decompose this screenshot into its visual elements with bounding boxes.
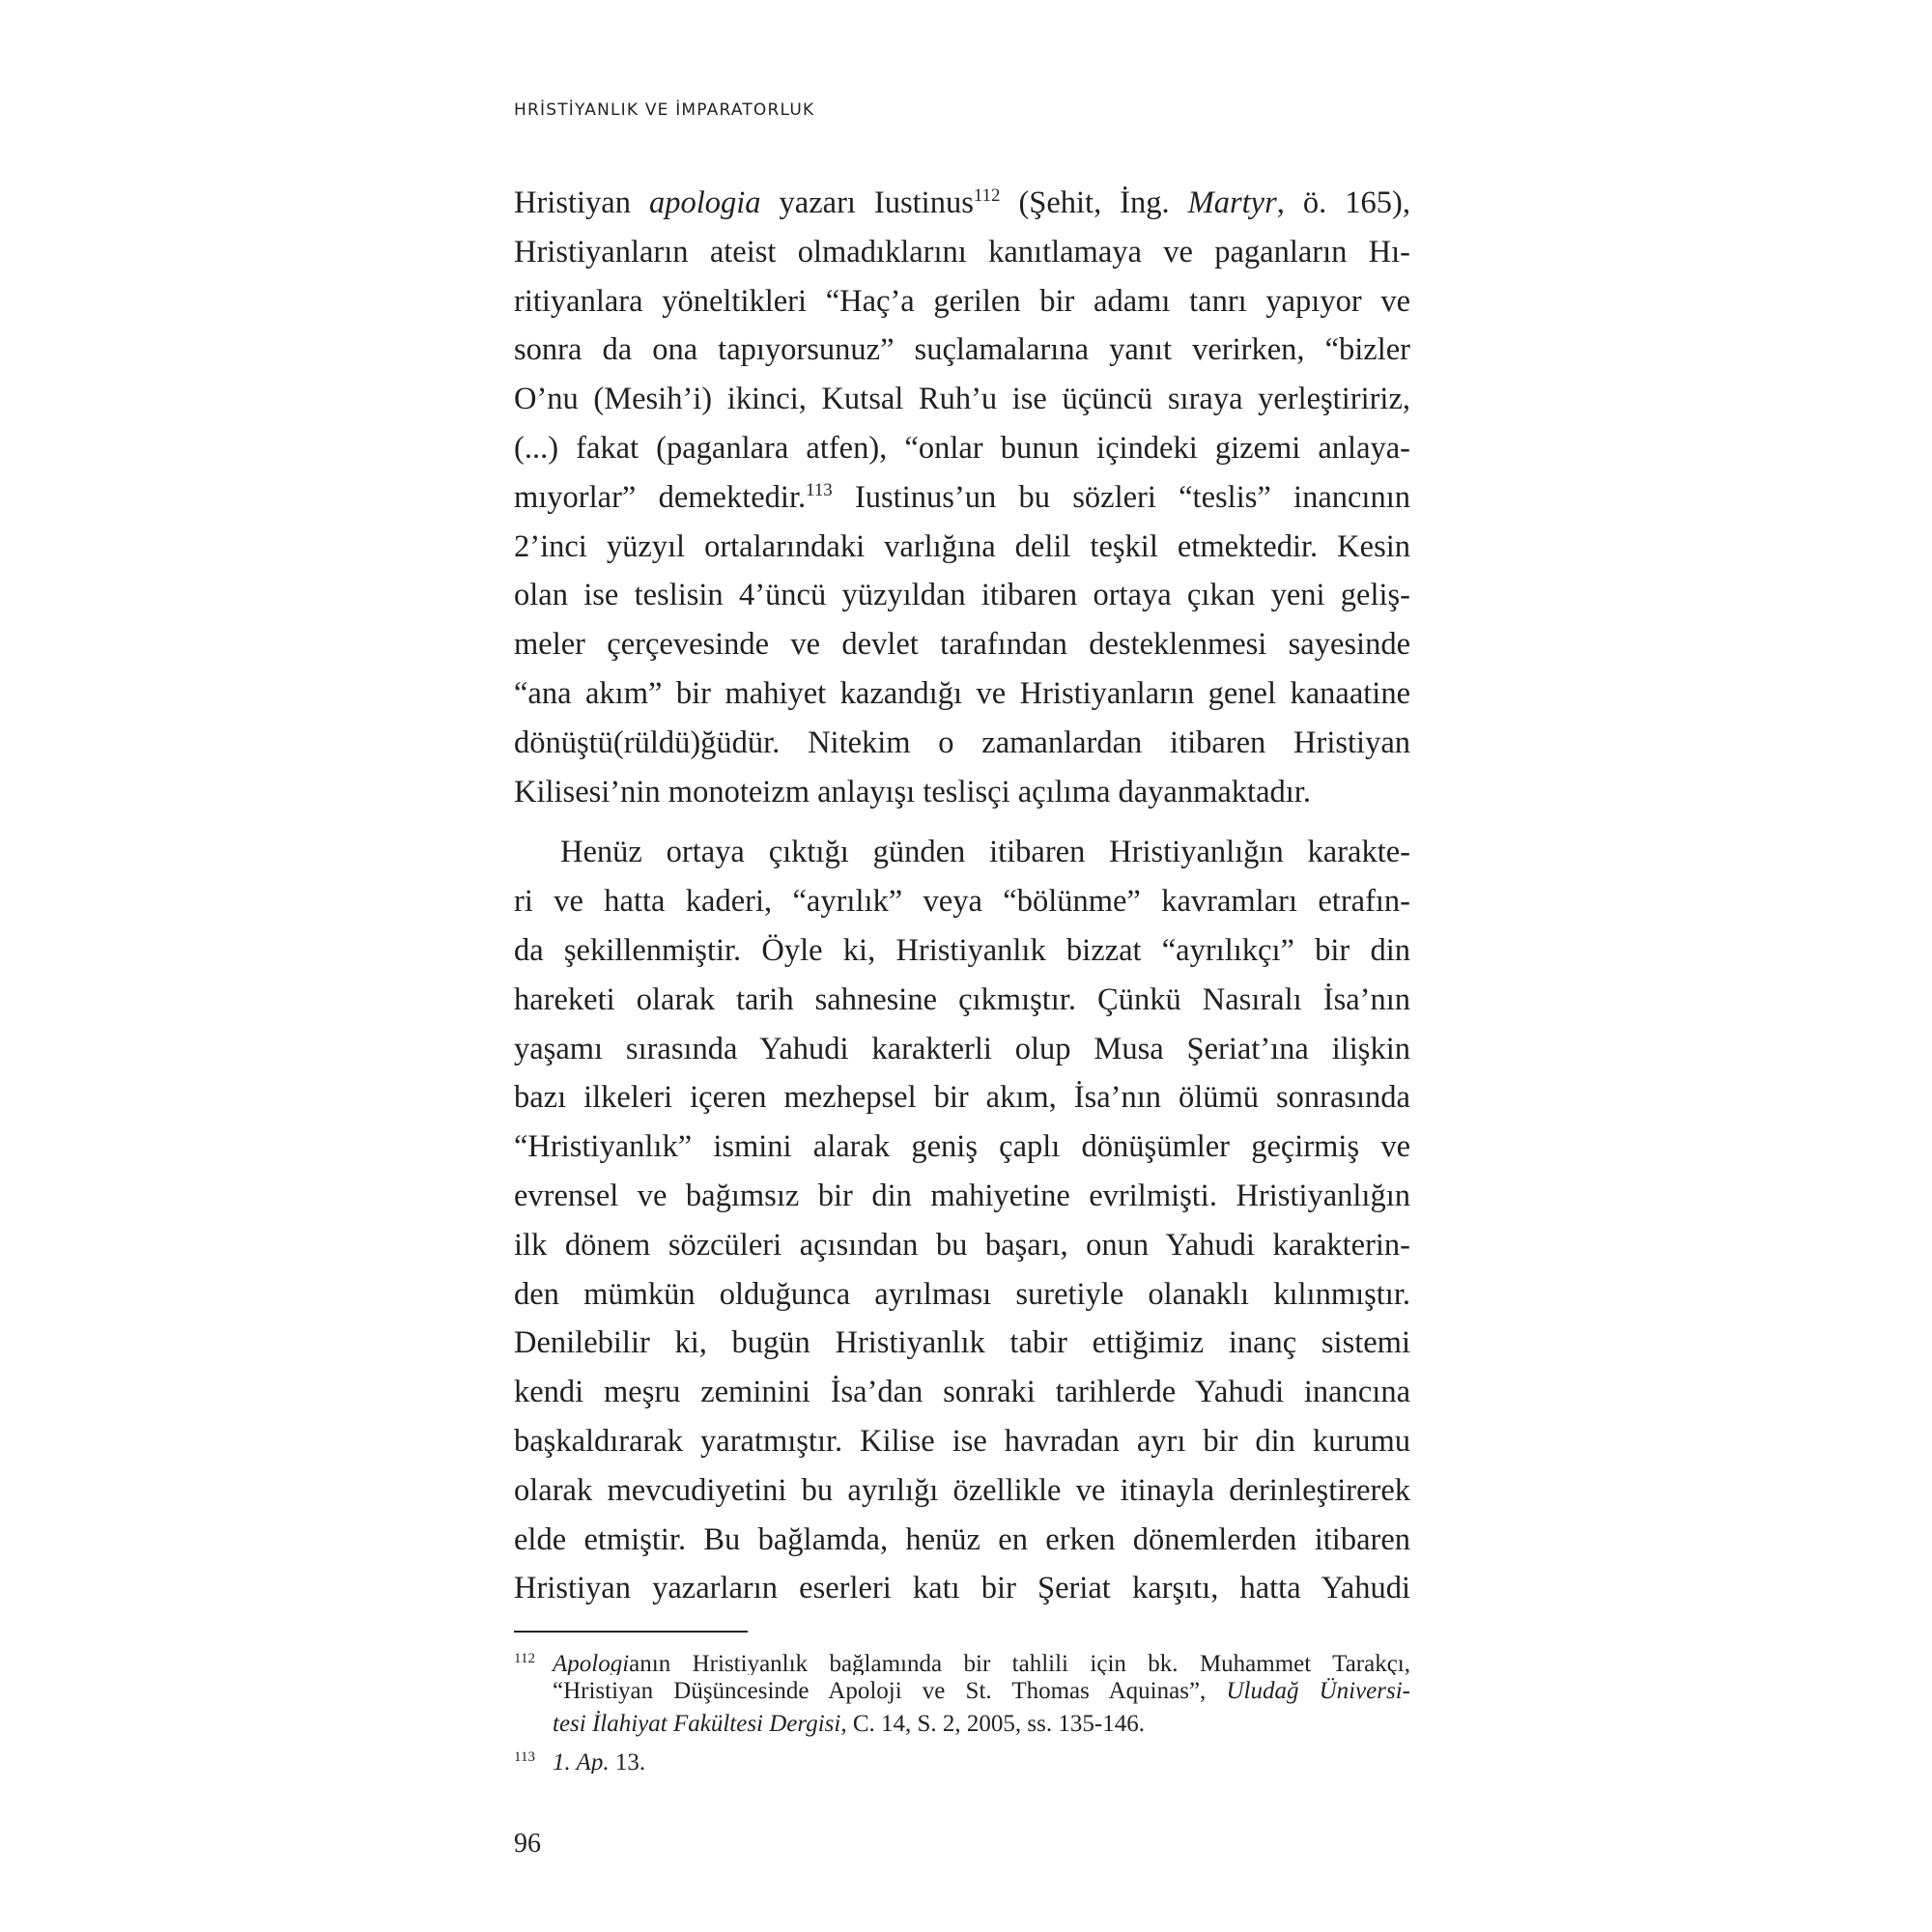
text-line: O’nu (Mesih’i) ikinci, Kutsal Ruh’u ise üçüncü sıraya yerleştiririz, xyxy=(514,382,1410,417)
text-line: ritiyanlara yöneltikleri “Haç’a gerilen bir adamı tanrı yapıyor ve xyxy=(514,283,1410,319)
page-number: 96 xyxy=(514,1829,541,1859)
text-line: mıyorlar” demektedir.$^{113}$ Iustinus’un bu sözleri “teslis” inancının xyxy=(514,479,1410,515)
text-line: Kilisesi’nin monoteizm anlayışı teslisçi açılıma dayanmaktadır. xyxy=(514,774,1311,810)
footnote-line: “Hristiyan Düşüncesinde Apoloji ve St. Thomas Aquinas”, Uludağ Üniversi- xyxy=(553,1678,1410,1704)
text-line: (...) fakat (paganlara atfen), “onlar bunun içindeki gizemi anlaya- xyxy=(514,430,1410,466)
text-line: Denilebilir ki, bugün Hristiyanlık tabir ettiğimiz inanç sistemi xyxy=(514,1325,1410,1361)
text-line: Hristiyanların ateist olmadıklarını kanıtlamaya ve paganların Hı- xyxy=(514,234,1410,270)
footnote-ref-113: 113 xyxy=(806,479,833,500)
footnote-112 xyxy=(514,1642,1410,1741)
text-line: başkaldırarak yaratmıştır. Kilise ise havradan ayrı bir din kurumu xyxy=(514,1423,1410,1459)
footnote-113 xyxy=(514,1741,1410,1774)
text-line: ilk dönem sözcüleri açısından bu başarı, onun Yahudi karakterin- xyxy=(514,1227,1410,1263)
paragraph-2 xyxy=(514,828,1410,1613)
text-line: “ana akım” bir mahiyet kazandığı ve Hristiyanların genel kanaatine xyxy=(514,675,1410,711)
text-line: meler çerçevesinde ve devlet tarafından desteklenmesi sayesinde xyxy=(514,627,1410,663)
footnote-line: 112 Apologianın Hristiyanlık bağlamında bir tahlili için bk. Muhammet Tarakçı, xyxy=(514,1642,1410,1675)
text-line: kendi meşru zeminini İsa’dan sonraki tarihlerde Yahudi inancına xyxy=(514,1375,1410,1410)
text-line: Henüz ortaya çıktığı günden itibaren Hristiyanlığın karakte- xyxy=(560,835,1410,870)
paragraph-1 xyxy=(514,179,1410,816)
text-line: sonra da ona tapıyorsunuz” suçlamalarına yanıt verirken, “bizler xyxy=(514,332,1410,368)
footnote-ref-112: 112 xyxy=(973,185,1001,206)
text-line: olarak mevcudiyetini bu ayrılığı özellikle ve itinayla derinleştirerek xyxy=(514,1472,1410,1508)
running-header: HRİSTİYANLIK VE İMPARATORLUK xyxy=(514,100,815,120)
text-line: ri ve hatta kaderi, “ayrılık” veya “bölünme” kavramları etrafın- xyxy=(514,884,1410,920)
text-line: bazı ilkeleri içeren mezhepsel bir akım, İsa’nın ölümü sonrasında xyxy=(514,1080,1410,1116)
text-line: evrensel ve bağımsız bir din mahiyetine evrilmişti. Hristiyanlığın xyxy=(514,1178,1410,1213)
footnote-line: tesi İlahiyat Fakültesi Dergisi, C. 14, S. 2, 2005, ss. 135-146. xyxy=(553,1711,1145,1737)
text-line: dönüştü(rüldü)ğüdür. Nitekim o zamanlardan itibaren Hristiyan xyxy=(514,724,1410,760)
body-text xyxy=(514,179,1410,1613)
text-line: “Hristiyanlık” ismini alarak geniş çaplı dönüşümler geçirmiş ve xyxy=(514,1129,1410,1165)
text-line: da şekillenmiştir. Öyle ki, Hristiyanlık bizzat “ayrılıkçı” bir din xyxy=(514,932,1410,968)
text-line: olan ise teslisin 4’üncü yüzyıldan itibaren ortaya çıkan yeni geliş- xyxy=(514,578,1410,613)
footnotes xyxy=(514,1642,1410,1774)
text-line: yaşamı sırasında Yahudi karakterli olup Musa Şeriat’ına ilişkin xyxy=(514,1031,1410,1066)
text-line: 2’inci yüzyıl ortalarındaki varlığına delil teşkil etmektedir. Kesin xyxy=(514,528,1410,564)
text-line: Hristiyan apologia yazarı Iustinus$^{112}$ (Şehit, İng. Martyr, ö. 165), xyxy=(514,185,1410,220)
text-line: hareketi olarak tarih sahnesine çıkmıştır. Çünkü Nasıralı İsa’nın xyxy=(514,981,1410,1017)
footnote-line: 113 1. Ap. 13. xyxy=(514,1741,1410,1774)
text-line: den mümkün olduğunca ayrılması suretiyle olanaklı kılınmıştır. xyxy=(514,1276,1410,1312)
footnote-divider xyxy=(514,1631,748,1633)
footnote-number: 112 xyxy=(514,1651,535,1666)
text-line: elde etmiştir. Bu bağlamda, henüz en erken dönemlerden itibaren xyxy=(514,1521,1410,1557)
text-line: Hristiyan yazarların eserleri katı bir Şeriat karşıtı, hatta Yahudi xyxy=(514,1571,1410,1606)
footnote-number: 113 xyxy=(514,1749,535,1765)
